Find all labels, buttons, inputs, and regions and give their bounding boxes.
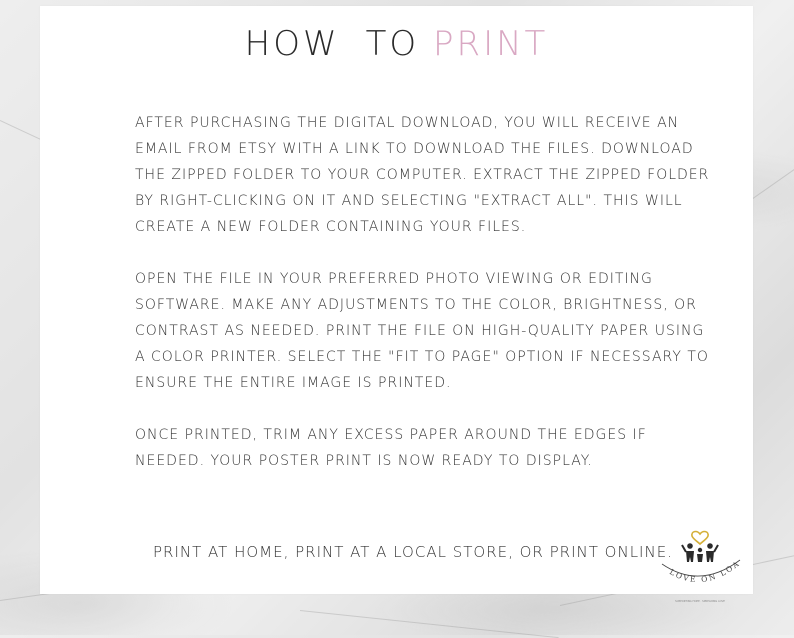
instruction-card <box>40 6 753 603</box>
page-title <box>40 24 753 64</box>
instruction-paragraph-trim: ONCE PRINTED, TRIM ANY EXCESS PAPER AROUND THE EDGES IF NEEDED. YOUR POSTER PRINT IS NOW READY TO DISPLAY. <box>135 427 647 469</box>
logo-tagline: SUPPORTING HOPE · SPREADING LOVE <box>675 600 725 603</box>
brand-logo <box>652 526 748 606</box>
title-word-how: HOW <box>244 24 340 64</box>
marble-vein <box>750 166 794 201</box>
instruction-paragraph-download: AFTER PURCHASING THE DIGITAL DOWNLOAD, YOU WILL RECEIVE AN EMAIL FROM ETSY WITH A LINK TO DOWNLOAD THE FILES. DOWNLOAD THE ZIPPED FOLDER TO YOUR COMPUTER. EXTRACT THE ZIPPED FOLDER BY RIGHT-CLICKING ON IT AND SELECTING "EXTRACT ALL". THIS WILL CREATE A NEW FOLDER CONTAINING YOUR FILES. <box>135 115 710 235</box>
instructions-body <box>135 110 715 500</box>
instruction-paragraph-print: OPEN THE FILE IN YOUR PREFERRED PHOTO VIEWING OR EDITING SOFTWARE. MAKE ANY ADJUSTMENTS TO THE COLOR, BRIGHTNESS, OR CONTRAST AS NEEDED. PRINT THE FILE ON HIGH-QUALITY PAPER USING A COLOR PRINTER. SELECT THE "FIT TO PAGE" OPTION IF NECESSARY TO ENSURE THE ENTIRE IMAGE IS PRINTED. <box>135 271 709 391</box>
title-word-print: PRINT <box>432 24 549 64</box>
title-word-to: TO <box>365 24 420 64</box>
family-heart-icon <box>652 526 748 606</box>
logo-wordmark: LOVE ON LOA <box>668 558 742 585</box>
marble-vein <box>300 610 559 638</box>
print-options-note: PRINT AT HOME, PRINT AT A LOCAL STORE, OR PRINT ONLINE. <box>153 543 673 561</box>
